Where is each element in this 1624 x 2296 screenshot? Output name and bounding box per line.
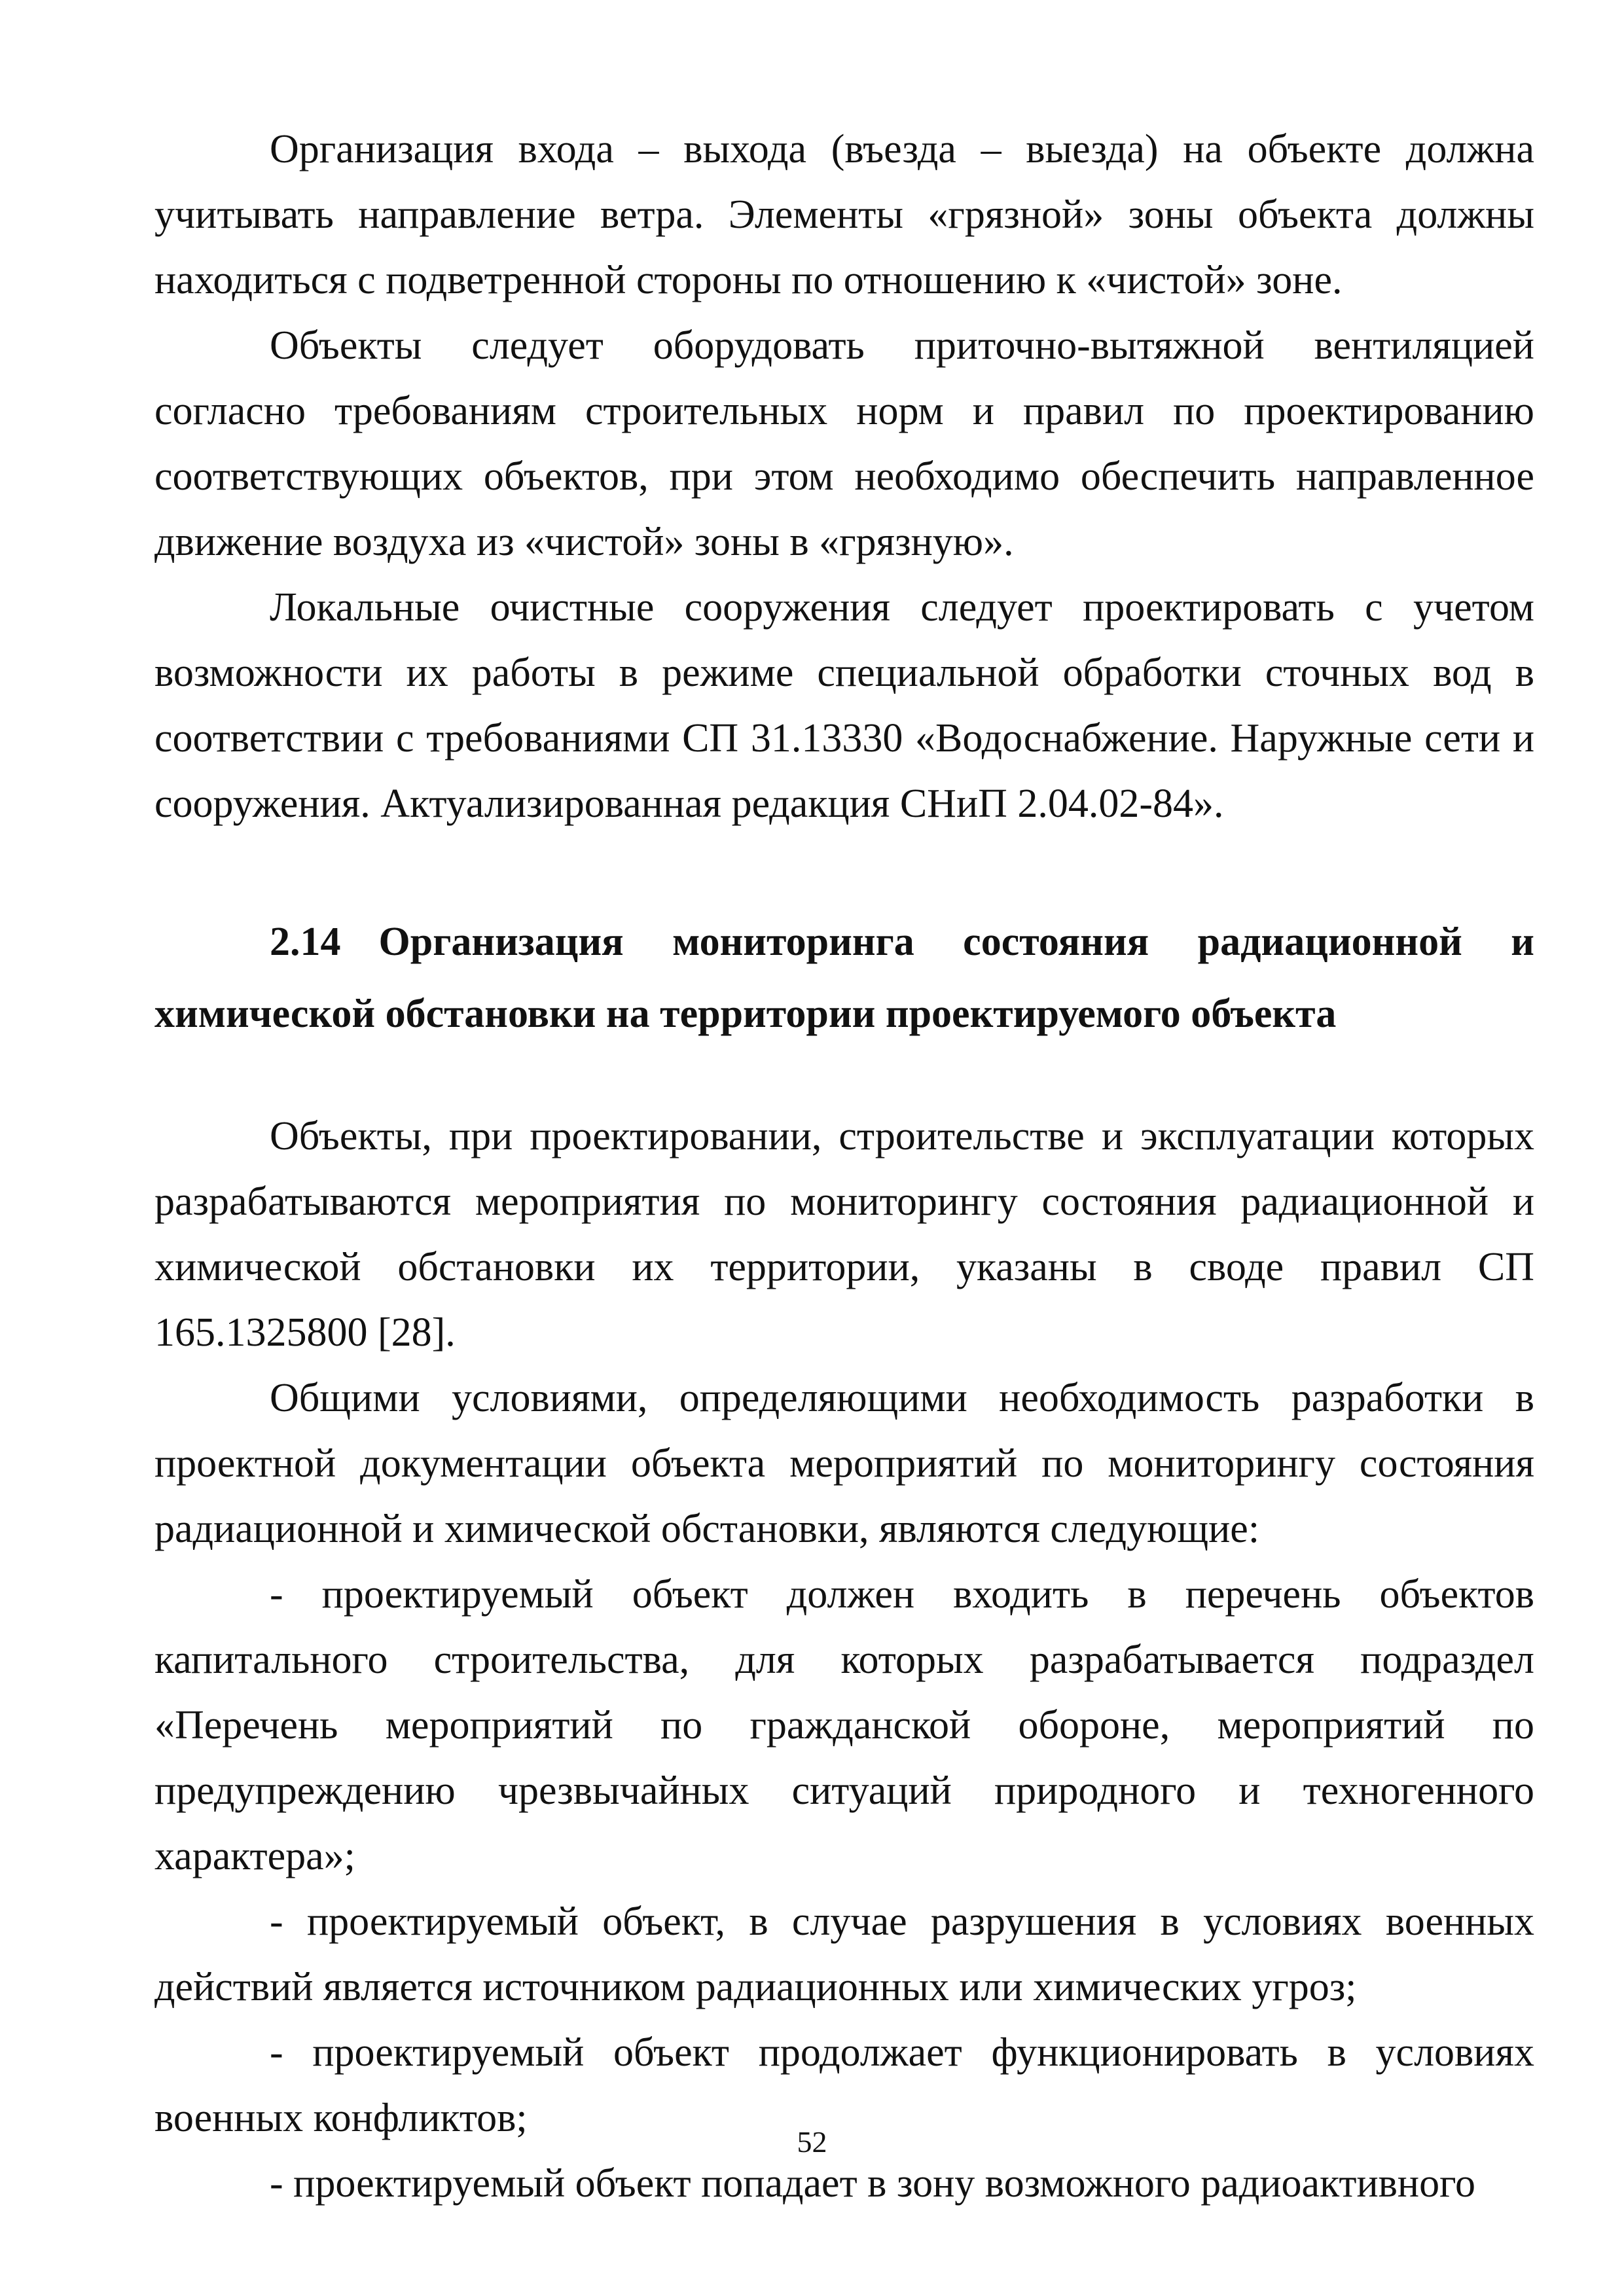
section-heading [154,906,1534,1050]
page-number: 52 [797,2125,827,2159]
list-item: - проектируемый объект, в случае разрушения в условиях военных действий является источником радиационных или химических угроз; [154,1899,1534,2009]
paragraph-general-conditions: Общими условиями, определяющими необходимость разработки в проектной документации объекта мероприятий по мониторингу состояния радиационной и химической обстановки, являются следующие: [154,1376,1534,1551]
paragraph-entrance-wind: Организация входа – выхода (въезда – выезда) на объекте должна учитывать направление ветра. Элементы «грязной» зоны объекта должны находиться с подветренной стороны по отношению к «чистой» зоне. [154,127,1534,302]
section-title: Организация мониторинга состояния радиационной и химической обстановки на территории проектируемого объекта [154,920,1534,1036]
list-item: - проектируемый объект попадает в зону возможного радиоактивного [270,2161,1475,2206]
paragraph-monitoring-objects: Объекты, при проектировании, строительстве и эксплуатации которых разрабатываются мероприятия по мониторингу состояния радиационной и химической обстановки их территории, указаны в своде правил СП 165.1325800 [28]. [154,1114,1534,1355]
list-item: - проектируемый объект должен входить в перечень объектов капитального строительства, для которых разрабатывается подраздел «Перечень мероприятий по гражданской обороне, мероприятий по предупреждению чрезвычайных ситуаций природного и техногенного характера»; [154,1572,1534,1878]
paragraph-treatment-facilities: Локальные очистные сооружения следует проектировать с учетом возможности их работы в режиме специальной обработки сточных вод в соответствии с требованиями СП 31.13330 «Водоснабжение. Наружные сети и сооружения. Актуализированная редакция СНиП 2.04.02-84». [154,585,1534,826]
document-body [154,117,1534,2216]
list-item: - проектируемый объект продолжает функционировать в условиях военных конфликтов; [154,2030,1534,2140]
paragraph-ventilation: Объекты следует оборудовать приточно-вытяжной вентиляцией согласно требованиям строительных норм и правил по проектированию соответствующих объектов, при этом необходимо обеспечить направленное движение воздуха из «чистой» зоны в «грязную». [154,323,1534,564]
section-number: 2.14 [270,920,341,964]
